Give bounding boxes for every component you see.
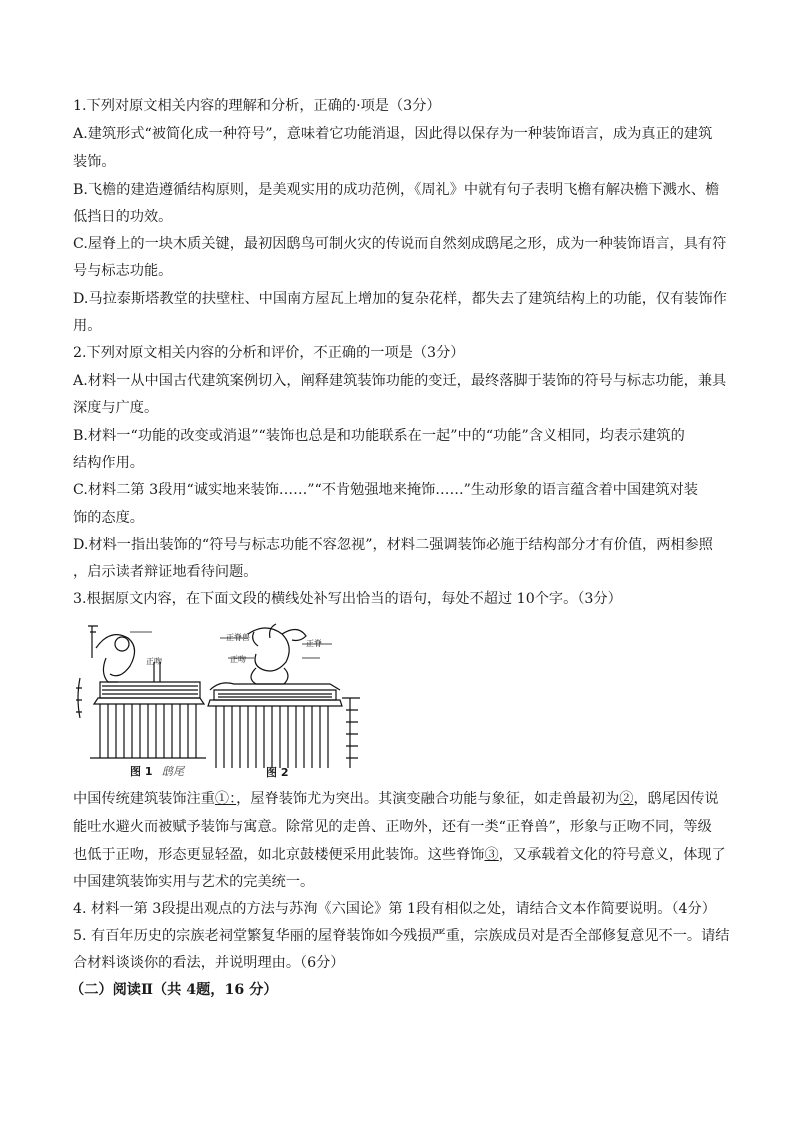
q1-option-b-line2: 低挡日的功效。 <box>73 209 173 225</box>
figure2-label-ridge: 正脊 <box>306 639 322 648</box>
q5-stem-line1: 5. 有百年历史的宗族老祠堂繁复华丽的屋脊装饰如今残损严重，宗族成员对是否全部修复意见不一。请结 <box>73 928 730 944</box>
q1-stem: 1.下列对原文相关内容的理解和分析，正确的·项是（3分） <box>73 98 441 114</box>
q2-option-c-line1: C.材料二第 3段用“诚实地来装饰……”“不肯勉强地来掩饰……”生动形象的语言蕴含着中国建筑对装 <box>73 482 698 498</box>
q1-option-c-line2: 号与标志功能。 <box>73 263 173 279</box>
section-heading: （二）阅读Ⅱ（共 4题，16 分） <box>70 982 278 998</box>
q2-option-b-line2: 结构作用。 <box>73 455 144 471</box>
q2-option-c-line2: 饰的态度。 <box>73 510 144 526</box>
figure1-label-zhengwen: 正吻 <box>146 657 162 666</box>
q2-option-d-line1: D.材料一指出装饰的“符号与标志功能不容忽视”，材料二强调装饰必施于结构部分才有价值，两相参照 <box>73 537 713 553</box>
q3-blank-1: ①： <box>214 791 237 807</box>
roof-ornament-drawing <box>70 618 370 780</box>
q1-option-c-line1: C.屋脊上的一块木质关键，最初因鸱鸟可制火灾的传说而自然刻成鸱尾之形，成为一种装饰语言，具有符 <box>73 236 727 252</box>
figure2-caption: 图 2 <box>266 766 289 779</box>
q1-option-b-line1: B.飞檐的建造遵循结构原则，是美观实用的成功范例，《周礼》中就有句子表明飞檐有解决檐下溅水、檐 <box>73 182 720 198</box>
q3-passage-line3 <box>73 845 726 865</box>
q1-option-d-line2: 用。 <box>73 318 102 334</box>
q2-option-a-line2: 深度与广度。 <box>73 400 159 416</box>
figure2-label-zhengwen: 正吻 <box>230 655 246 664</box>
q3-blank-2: ② <box>619 791 634 807</box>
q2-option-b-line1: B.材料一“功能的改变或消退”“装饰也总是和功能联系在一起”中的“功能”含义相同，均表示建筑的 <box>73 428 685 444</box>
q1-option-d-line1: D.马拉泰斯塔教堂的扶壁柱、中国南方屋瓦上增加的复杂花样，都失去了建筑结构上的功能，仅有装饰作 <box>73 291 727 307</box>
q5-stem-line2: 合材料谈谈你的看法，并说明理由。（6分） <box>73 955 345 971</box>
q2-option-a-line1: A.材料一从中国古代建筑案例切入，阐释建筑装饰功能的变迁，最终落脚于装饰的符号与标志功能，兼具 <box>73 373 727 389</box>
q1-option-a-line1: A.建筑形式“被简化成一种符号”，意味着它功能消退，因此得以保存为一种装饰语言，成为真正的建筑 <box>73 126 713 142</box>
figure1-caption: 图 1 <box>130 765 153 778</box>
q4-stem: 4. 材料一第 3段提出观点的方法与苏洵《六国论》第 1段有相似之处，请结合文本作简要说明。（4分） <box>73 901 716 917</box>
q2-stem: 2.下列对原文相关内容的分析和评价，不正确的一项是（3分） <box>73 345 465 361</box>
q3-stem: 3.根据原文内容，在下面文段的横线处补写出恰当的语句，每处不超过 10个字。（3分） <box>73 591 622 607</box>
q3-text: ，屋脊装饰尤为突出。其演变融合功能与象征，如走兽最初为 <box>236 791 620 807</box>
figure1-caption-title: 鸱尾 <box>162 765 184 778</box>
figure2-label-ridge-beast: 正脊兽 <box>226 633 250 642</box>
roof-ornament-figure <box>70 618 370 780</box>
q3-passage-line1 <box>73 789 719 809</box>
q2-option-d-line2: ，启示读者辩证地看待问题。 <box>73 564 258 580</box>
q3-text: 中国传统建筑装饰注重 <box>73 791 215 807</box>
q3-text: ，鸱尾因传说 <box>633 791 719 807</box>
q3-text: ，又承载着文化的符号意义，体现了 <box>498 847 726 863</box>
q3-passage-line4: 中国建筑装饰实用与艺术的完美统一。 <box>73 874 315 890</box>
q1-option-a-line2: 装饰。 <box>73 154 116 170</box>
q3-blank-3: ③ <box>484 847 499 863</box>
q3-passage-line2: 能吐水避火而被赋予装饰与寓意。除常见的走兽、正吻外，还有一类“正脊兽”，形象与正吻不同，等级 <box>73 819 712 835</box>
q3-text: 也低于正吻，形态更显轻盈，如北京鼓楼便采用此装饰。这些脊饰 <box>73 847 485 863</box>
